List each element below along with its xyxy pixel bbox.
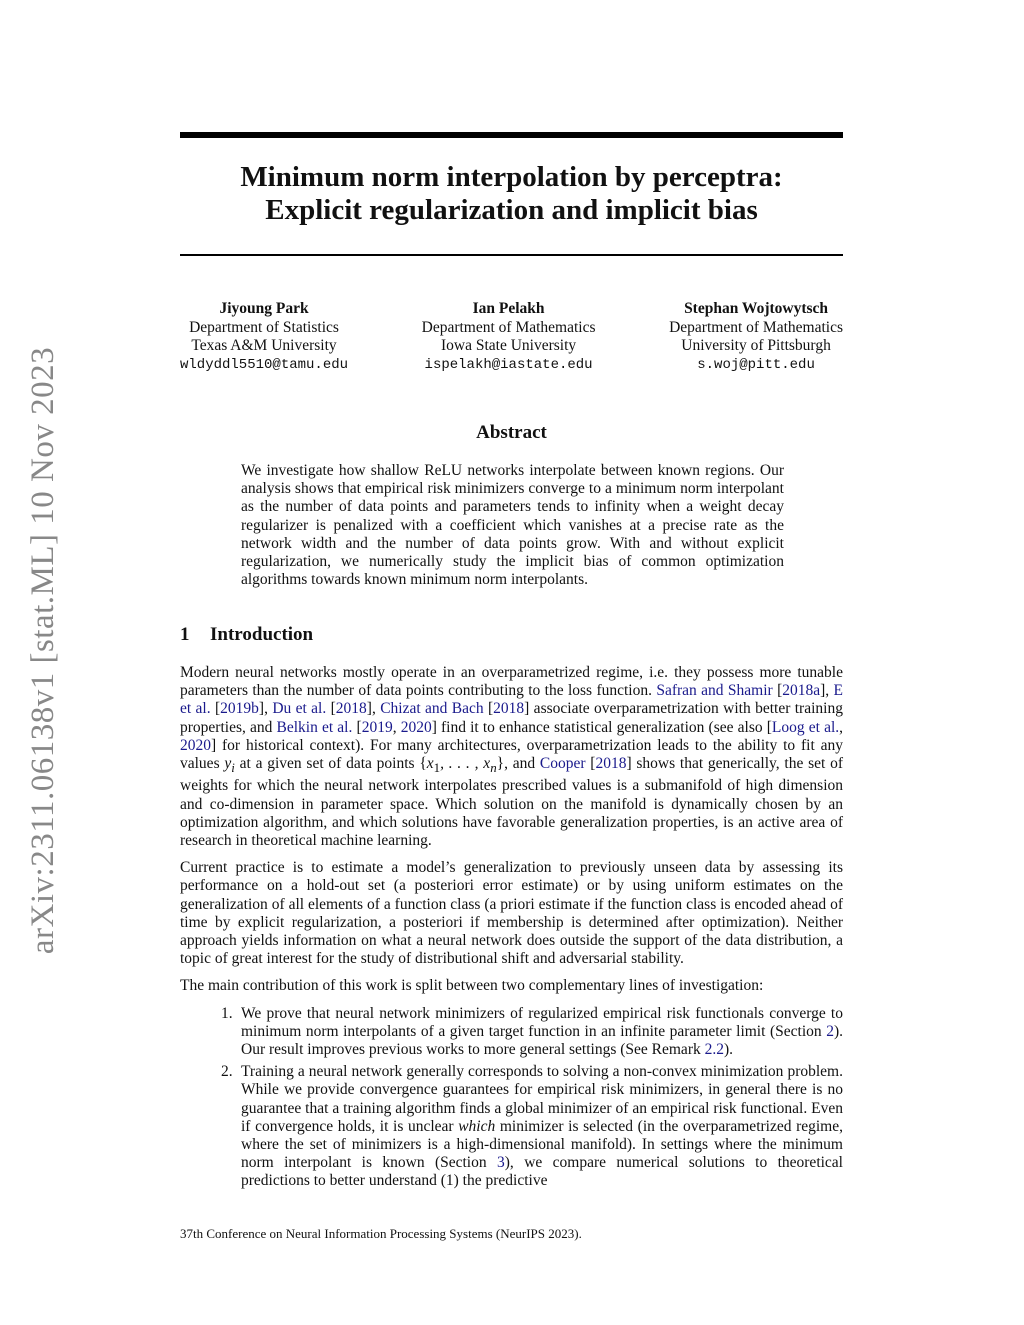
author-dept: Department of Statistics (189, 318, 339, 336)
author-3 (669, 300, 843, 374)
title-line-2: Explicit regularization and implicit bias (265, 194, 758, 226)
author-email: ispelakh@iastate.edu (424, 356, 593, 373)
citation-link[interactable]: Cooper (539, 755, 586, 773)
section-number: 1 (180, 624, 190, 645)
list-item: 1. We prove that neural network minimizers of regularized empirical risk functionals converge to minimum norm interpolants of a given target function in an infinite parameter limit (Section 2). Our result improves previous works to more general settings (See Remark 2.2). (221, 1004, 843, 1058)
citation-link[interactable]: 2020 (400, 718, 432, 736)
citation-link[interactable]: 2019 (361, 718, 393, 736)
math-var: x (426, 755, 434, 773)
paragraph-3: The main contribution of this work is split between two complementary lines of investigation: (180, 977, 764, 995)
remark-ref-link[interactable]: 2.2 (704, 1040, 724, 1058)
paragraph-2: Current practice is to estimate a model’s generalization to previously unseen data by assessing its performance on a hold-out set (a posteriori error estimate) or by using uniform estimates on the generalization of all elements of a function class (a priori estimate if the function class is encoded ahead of time by explicit regularization, a posteriori if membership is determined after optimization). Neither approach yields information on what a neural network does outside the support of the data distribution, a topic of great interest for the study of distributional shift and adversarial stability. (180, 859, 843, 968)
paper-title (180, 161, 843, 227)
list-item: 2. Training a neural network generally corresponds to solving a non-convex minimization problem. While we provide convergence guarantees for empirical risk minimizers, in general there is no guarantee that a training algorithm finds a global minimizer of an empirical risk functional. Even if convergence holds, it is unclear which minimizer is selected (in the overparametrized regime, where the set of minimizers is a high-dimensional manifold). In settings where the minimum norm interpolant is known (Section 3), we compare numerical solutions to theoretical predictions to better understand (1) the predictive (221, 1063, 843, 1190)
math-var: y (224, 755, 232, 773)
arxiv-id: arXiv:2311.06138v1 [stat.ML] 10 Nov 2023 (25, 346, 62, 954)
section-body (180, 664, 843, 1195)
citation-link[interactable]: Belkin et al. (276, 718, 353, 736)
author-dept: Department of Mathematics (421, 318, 596, 336)
author-name: Ian Pelakh (472, 300, 545, 317)
citation-link[interactable]: E et al. (180, 682, 843, 718)
list-number: 2. (221, 1063, 233, 1081)
author-dept: Department of Mathematics (669, 318, 843, 336)
citation-link[interactable]: Loog et al. (771, 718, 840, 736)
author-univ: Texas A&M University (191, 337, 337, 354)
author-univ: Iowa State University (440, 337, 577, 354)
citation-link[interactable]: 2019b (220, 700, 259, 718)
author-univ: University of Pittsburgh (681, 337, 831, 354)
author-2 (422, 300, 596, 374)
citation-link[interactable]: 2018 (595, 755, 627, 773)
author-1 (180, 300, 348, 374)
citation-link[interactable]: 2018 (335, 700, 367, 718)
title-line-1: Minimum norm interpolation by perceptra: (240, 161, 783, 193)
section-ref-link[interactable]: 3 (497, 1154, 505, 1172)
author-email: wldyddl5510@tamu.edu (180, 356, 349, 373)
abstract-heading: Abstract (476, 422, 547, 443)
citation-link[interactable]: 2020 (180, 736, 211, 754)
citation-link[interactable]: 2018 (493, 700, 525, 718)
author-name: Jiyoung Park (219, 300, 309, 317)
section-title: Introduction (210, 624, 314, 645)
footer-venue: 37th Conference on Neural Information Processing Systems (NeurIPS 2023). (180, 1226, 582, 1241)
author-email: s.woj@pitt.edu (697, 356, 815, 373)
section-ref-link[interactable]: 2 (826, 1022, 834, 1040)
list-number: 1. (221, 1004, 233, 1022)
section-heading (180, 624, 313, 646)
title-bottom-rule (180, 254, 843, 256)
author-name: Stephan Wojtowytsch (684, 300, 829, 317)
citation-link[interactable]: Du et al. (272, 700, 327, 718)
arxiv-watermark (22, 340, 66, 960)
abstract-text: We investigate how shallow ReLU networks interpolate between known regions. Our analysis shows that empirical risk minimizers converge to a minimum norm interpolant as the number of data points and parameters tends to infinity when a weight decay regularizer is penalized with a coefficient which vanishes at a precise rate as the network width and the number of data points grow. With and without explicit regularization, we numerically study the implicit bias of common optimization algorithms towards known minimum norm interpolants. (241, 462, 784, 589)
title-top-rule (180, 132, 843, 138)
citation-link[interactable]: 2018a (782, 682, 821, 700)
contribution-list (180, 1005, 843, 1191)
citation-link[interactable]: Safran and Shamir (656, 682, 773, 700)
emphasis: which (458, 1117, 496, 1135)
author-block (180, 300, 843, 374)
citation-link[interactable]: Chizat and Bach (380, 700, 484, 718)
paragraph-1: Modern neural networks mostly operate in an overparametrized regime, i.e. they possess more tunable parameters than the number of data points contributing to the loss function. Safran and Shamir [2018a], E et al. [2019b], Du et al. [2018], Chizat and Bach [2018] associate overparametrization with better training properties, and Belkin et al. [2019, 2020] find it to enhance statistical generalization (see also [Loog et al., 2020] for historical context). For many architectures, overparametrization leads to the ability to fit any values $y_i$ at a given set of data points {$x_1$, . . . , $x_n$}, and Cooper [2018] shows that generically, the set of weights for which the neural network interpolates prescribed values is a submanifold of high dimension and co-dimension in parameter space. Which solution on the manifold is dynamically chosen by an optimization algorithm, and which solutions have favorable generalization properties, is an active area of research in theoretical machine learning. (180, 664, 844, 849)
